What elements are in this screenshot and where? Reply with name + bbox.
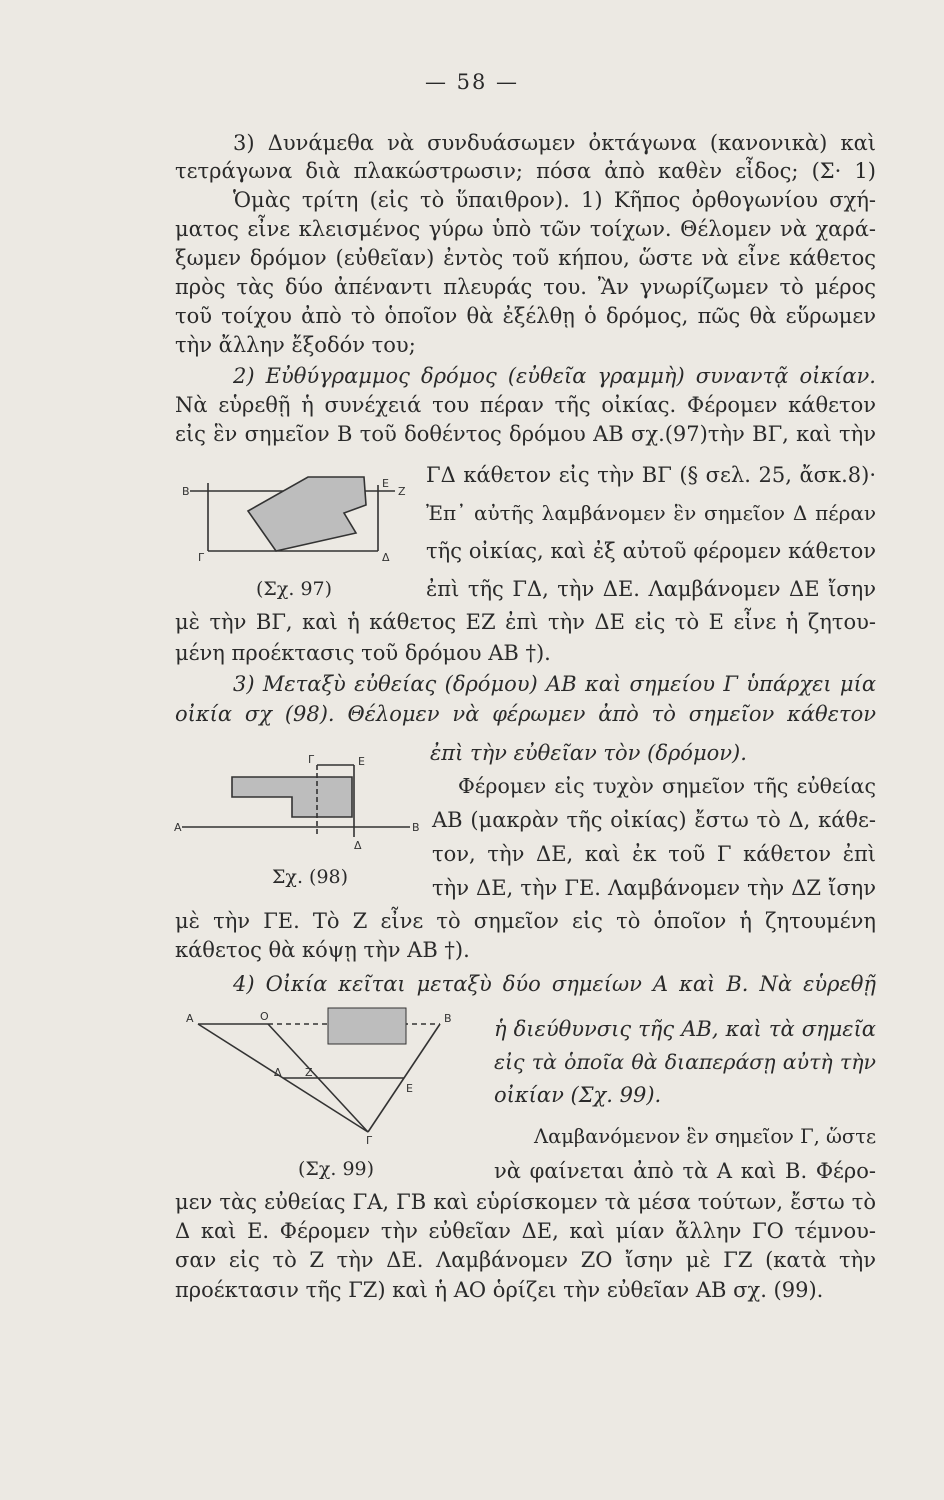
figure-caption: Σχ. (98) <box>272 866 349 888</box>
figure-label: Γ <box>308 753 315 766</box>
text-line: 2) Εὐθύγραμμος δρόμος (εὐθεῖα γραμμὴ) συναντᾷ οἰκίαν. <box>233 364 876 388</box>
text-line: Φέρομεν εἰς τυχὸν σημεῖον τῆς εὐθείας <box>458 774 876 798</box>
text-line: Ἐπ᾿ αὐτῆς λαμβάνομεν ἓν σημεῖον Δ πέραν <box>426 501 876 525</box>
text-line: οἰκία σχ (98). Θέλομεν νὰ φέρωμεν ἀπὸ τὸ σημεῖον κάθετον <box>175 702 876 726</box>
figure-label: Β <box>412 821 420 834</box>
text-line: 4) Οἰκία κεῖται μεταξὺ δύο σημείων Α καὶ Β. Νὰ εὑρεθῇ <box>233 972 876 996</box>
figure-98-diagram <box>172 753 420 855</box>
text-line: τετράγωνα διὰ πλακώστρωσιν; πόσα ἀπὸ καθὲν εἶδος; (Σ· 1) <box>175 159 876 183</box>
text-line: προέκτασιν τῆς ΓΖ) καὶ ἡ ΑΟ ὁρίζει τὴν εὐθεῖαν ΑΒ σχ. (99). <box>175 1278 824 1302</box>
text-line: Ὁμὰς τρίτη (εἰς τὸ ὕπαιθρον). 1) Κῆπος ὀρθογωνίου σχή- <box>233 188 876 212</box>
text-line: τοῦ τοίχου ἀπὸ τὸ ὁποῖον θὰ ἐξέλθῃ ὁ δρόμος, πῶς θὰ εὕρωμεν <box>175 304 876 328</box>
figure-label: Ζ <box>398 485 406 498</box>
text-line: τὴν ἄλλην ἔξοδόν του; <box>175 333 416 357</box>
text-line: ξωμεν δρόμον (εὐθεῖαν) ἐντὸς τοῦ κήπου, ὥστε νὰ εἶνε κάθετος <box>175 246 876 270</box>
figure-caption: (Σχ. 97) <box>256 578 333 600</box>
text-line: σαν εἰς τὸ Ζ τὴν ΔΕ. Λαμβάνομεν ΖΟ ἴσην μὲ ΓΖ (κατὰ τὴν <box>175 1248 876 1272</box>
text-line: Δ καὶ Ε. Φέρομεν τὴν εὐθεῖαν ΔΕ, καὶ μίαν ἄλλην ΓΟ τέμνου- <box>175 1219 876 1243</box>
text-line: ἐπὶ τὴν εὐθεῖαν τὸν (δρόμον). <box>430 741 747 765</box>
text-line: κάθετος θὰ κόψῃ τὴν ΑΒ †). <box>175 938 470 962</box>
figure-label: Ε <box>358 755 365 768</box>
figure-label: Α <box>174 821 182 834</box>
page-number: — 58 — <box>424 70 520 94</box>
text-line: εἰς ἓν σημεῖον Β τοῦ δοθέντος δρόμου ΑΒ σχ.(97)τὴν ΒΓ, καὶ τὴν <box>175 422 876 446</box>
figure-label: Δ <box>354 839 362 852</box>
text-line: μὲ τὴν ΓΕ. Τὸ Ζ εἶνε τὸ σημεῖον εἰς τὸ ὁποῖον ἡ ζητουμένη <box>175 909 876 933</box>
figure-caption: (Σχ. 99) <box>298 1158 375 1180</box>
text-line: ἡ διεύθυνσις τῆς ΑΒ, καὶ τὰ σημεῖα <box>494 1017 876 1041</box>
text-line: 3) Δυνάμεθα νὰ συνδυάσωμεν ὀκτάγωνα (κανονικὰ) καὶ <box>233 131 876 155</box>
text-line: μένη προέκτασις τοῦ δρόμου ΑΒ †). <box>175 641 551 665</box>
figure-label: Α <box>186 1012 194 1025</box>
figure-99-diagram <box>180 1000 470 1145</box>
text-line: ματος εἶνε κλεισμένος γύρω ὑπὸ τῶν τοίχων. Θέλομεν νὰ χαρά- <box>175 217 876 241</box>
text-line: ἐπὶ τῆς ΓΔ, τὴν ΔΕ. Λαμβάνομεν ΔΕ ἴσην <box>426 577 876 601</box>
house-shape <box>232 777 352 817</box>
house-shape <box>248 477 366 551</box>
figure-label: Δ <box>274 1066 282 1079</box>
figure-label: Ο <box>260 1010 269 1023</box>
figure-label: B <box>182 485 190 498</box>
text-line: 3) Μεταξὺ εὐθείας (δρόμου) ΑΒ καὶ σημείου Γ ὑπάρχει μία <box>233 672 876 696</box>
text-line: νὰ φαίνεται ἀπὸ τὰ Α καὶ Β. Φέρο- <box>494 1159 876 1183</box>
house-shape <box>328 1008 406 1044</box>
figure-label: Ε <box>406 1082 413 1095</box>
text-line: Νὰ εὑρεθῇ ἡ συνέχειά του πέραν τῆς οἰκίας. Φέρομεν κάθετον <box>175 393 876 417</box>
text-line: μὲ τὴν ΒΓ, καὶ ἡ κάθετος ΕΖ ἐπὶ τὴν ΔΕ εἰς τὸ Ε εἶνε ἡ ζητου- <box>175 610 876 634</box>
figure-label: Ζ <box>305 1066 313 1079</box>
text-line: ΓΔ κάθετον εἰς τὴν ΒΓ (§ σελ. 25, ἄσκ.8)· <box>426 463 876 487</box>
figure-label: Δ <box>382 551 390 564</box>
text-line: οἰκίαν (Σχ. 99). <box>494 1083 662 1107</box>
figure-97-diagram <box>180 465 405 565</box>
text-line: τῆς οἰκίας, καὶ ἐξ αὐτοῦ φέρομεν κάθετον <box>426 539 876 563</box>
text-line: πρὸς τὰς δύο ἀπέναντι πλευράς του. Ἂν γνωρίζωμεν τὸ μέρος <box>175 275 876 299</box>
text-line: ΑΒ (μακρὰν τῆς οἰκίας) ἔστω τὸ Δ, κάθε- <box>432 808 876 832</box>
figure-label: Β <box>444 1012 452 1025</box>
text-line: τὴν ΔΕ, τὴν ΓΕ. Λαμβάνομεν τὴν ΔΖ ἴσην <box>432 876 876 900</box>
text-line: τον, τὴν ΔΕ, καὶ ἐκ τοῦ Γ κάθετον ἐπὶ <box>432 842 876 866</box>
figure-label: Ε <box>382 477 389 490</box>
text-line: εἰς τὰ ὁποῖα θὰ διαπεράσῃ αὐτὴ τὴν <box>494 1050 876 1074</box>
figure-label: Γ <box>198 551 205 564</box>
figure-label: Γ <box>366 1134 373 1147</box>
text-line: Λαμβανόμενον ἓν σημεῖον Γ, ὥστε <box>534 1125 877 1148</box>
text-line: μεν τὰς εὐθείας ΓΑ, ΓΒ καὶ εὑρίσκομεν τὰ μέσα τούτων, ἔστω τὸ <box>175 1190 876 1214</box>
